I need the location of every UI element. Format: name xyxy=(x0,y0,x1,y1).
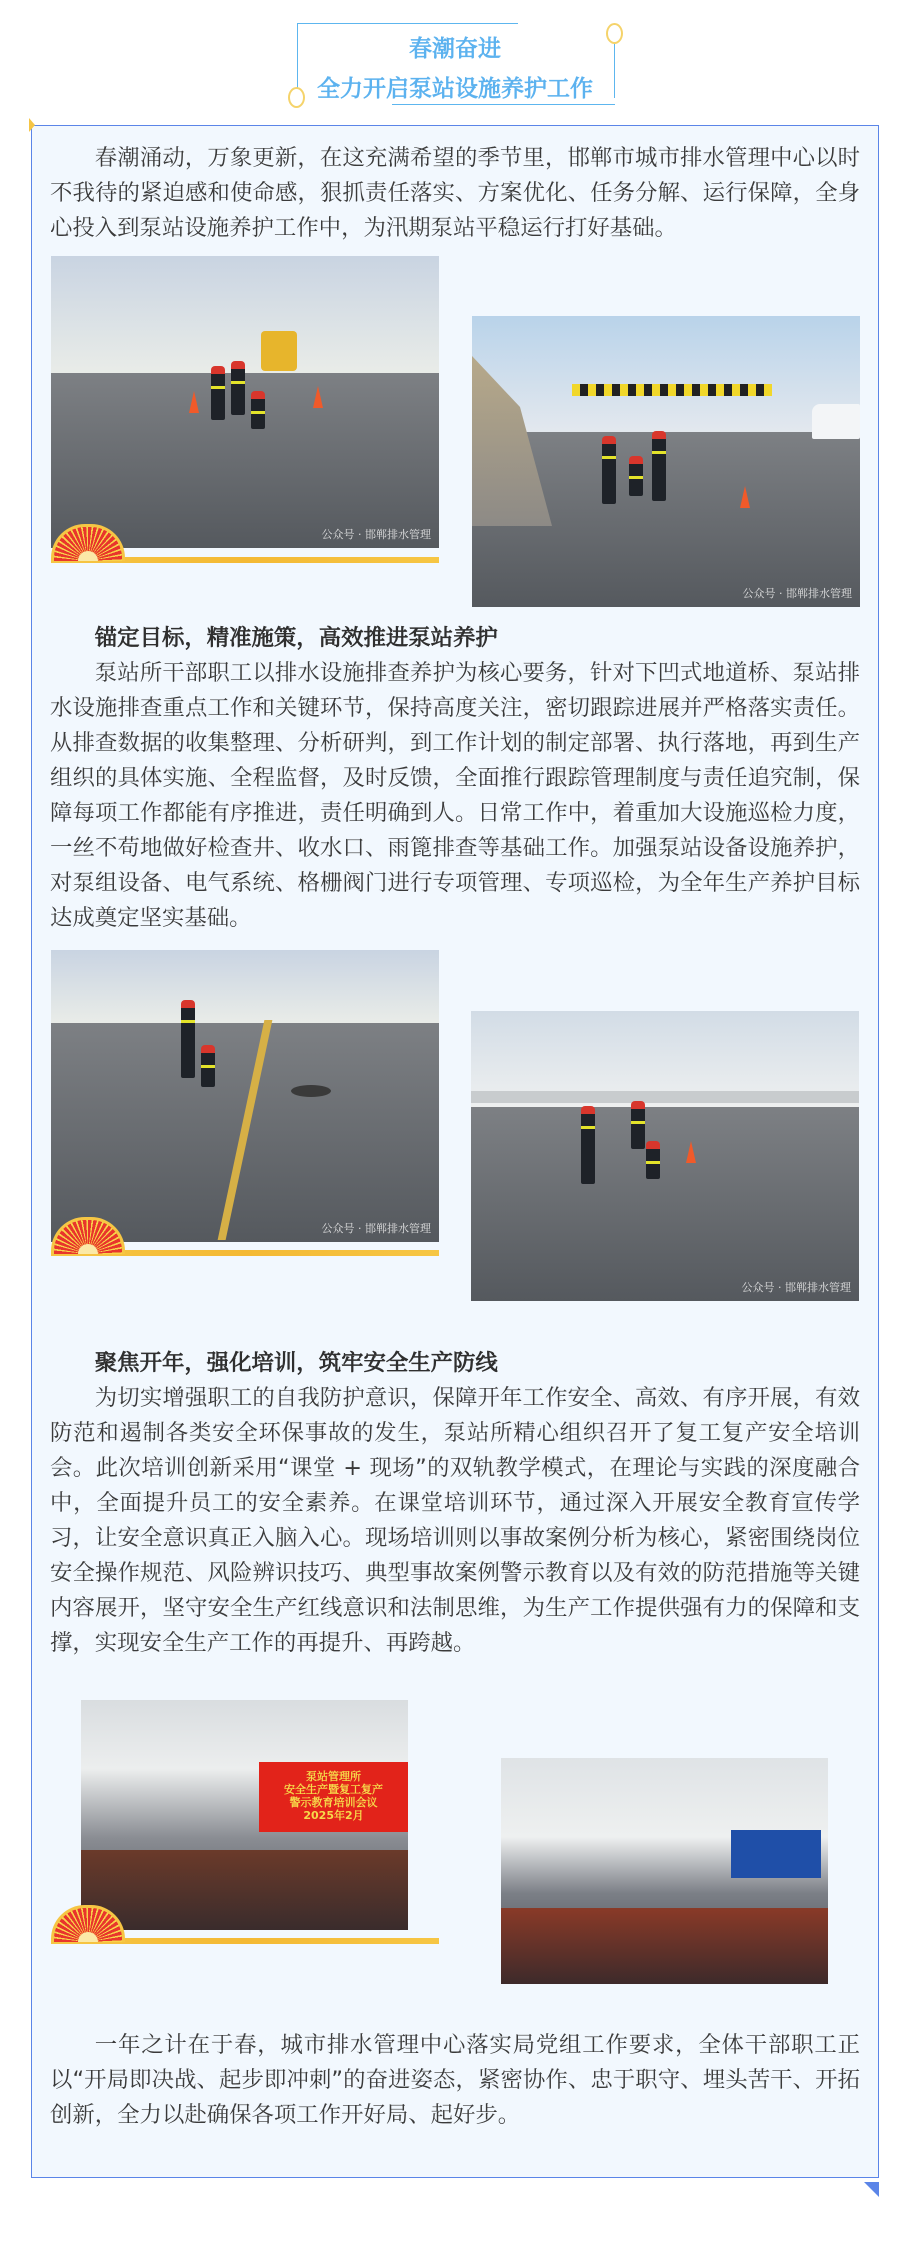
photo-training-meeting-2 xyxy=(501,1758,828,1984)
title-left-line xyxy=(297,23,298,89)
banner-line: 泵站管理所 xyxy=(306,1770,361,1783)
photo-underpass-inspection xyxy=(472,316,860,607)
title-bottom-line xyxy=(392,104,615,105)
intro-paragraph: 春潮涌动，万象更新，在这充满希望的季节里，邯郸市城市排水管理中心以时不我待的紧迫感和使命感，狠抓责任落实、方案优化、任务分解、运行保障，全身心投入到泵站设施养护工作中，为汛期泵站平稳运行打好基础。 xyxy=(50,145,860,241)
title-right-line xyxy=(614,38,615,98)
corner-triangle-icon xyxy=(864,2182,879,2197)
watermark: 公众号 · 邯郸排水管理 xyxy=(742,587,852,600)
projection-screen xyxy=(731,1830,821,1878)
photo-road-inspection-1 xyxy=(51,256,439,548)
watermark: 公众号 · 邯郸排水管理 xyxy=(321,528,431,541)
meeting-banner xyxy=(259,1762,408,1832)
watermark: 公众号 · 邯郸排水管理 xyxy=(321,1222,431,1235)
banner-line: 警示教育培训会议 xyxy=(289,1796,378,1809)
photo-road-inspection-3 xyxy=(471,1011,859,1301)
section-heading-2: 聚焦开年，强化培训，筑牢安全生产防线 xyxy=(94,1350,498,1376)
photo-training-meeting-1 xyxy=(81,1700,408,1930)
title-line-1: 春潮奋进 xyxy=(409,36,501,62)
photo-road-inspection-2 xyxy=(51,950,439,1242)
banner-line: 安全生产暨复工复产 xyxy=(284,1783,383,1796)
banner-line: 2025年2月 xyxy=(303,1809,364,1822)
section-body-2: 为切实增强职工的自我防护意识，保障开年工作安全、高效、有序开展，有效防范和遏制各类安全环保事故的发生，泵站所精心组织召开了复工复产安全培训会。此次培训创新采用“课堂 + 现场”的双轨教学模式，在理论与实践的深度融合中，全面提升员工的安全素养。在课堂培训环节，通过深入开展安全教育宣传学习，让安全意识真正入脑入心。现场培训则以事故案例分析为核心，紧密围绕岗位安全操作规范、风险辨识技巧、典型事故案例警示教育以及有效的防范措施等关键内容展开，坚守安全生产红线意识和法制思维，为生产工作提供强有力的保障和支撑，实现安全生产工作的再提升、再跨越。 xyxy=(50,1385,860,1656)
title-top-line xyxy=(297,23,518,24)
corner-triangle-icon xyxy=(29,118,35,132)
section-body-1: 泵站所干部职工以排水设施排查养护为核心要务，针对下凹式地道桥、泵站排水设施排查重点工作和关键环节，保持高度关注，密切跟踪进展并严格落实责任。从排查数据的收集整理、分析研判，到工作计划的制定部署、执行落地，再到生产组织的具体实施、全程监督，及时反馈，全面推行跟踪管理制度与责任追究制，保障每项工作都能有序推进，责任明确到人。日常工作中，着重加大设施巡检力度，一丝不苟地做好检查井、收水口、雨篦排查等基础工作。加强泵站设备设施养护，对泵组设备、电气系统、格栅阀门进行专项管理、专项巡检，为全年生产养护目标达成奠定坚实基础。 xyxy=(50,660,860,931)
watermark: 公众号 · 邯郸排水管理 xyxy=(741,1281,851,1294)
closing-paragraph: 一年之计在于春，城市排水管理中心落实局党组工作要求，全体干部职工正以“开局即决战、起步即冲刺”的奋进姿态，紧密协作、忠于职守、埋头苦干、开拓创新，全力以赴确保各项工作开好局、起好步。 xyxy=(50,2032,860,2128)
title-line-2: 全力开启泵站设施养护工作 xyxy=(317,76,593,102)
section-heading-1: 锚定目标，精准施策，高效推进泵站养护 xyxy=(94,625,498,651)
